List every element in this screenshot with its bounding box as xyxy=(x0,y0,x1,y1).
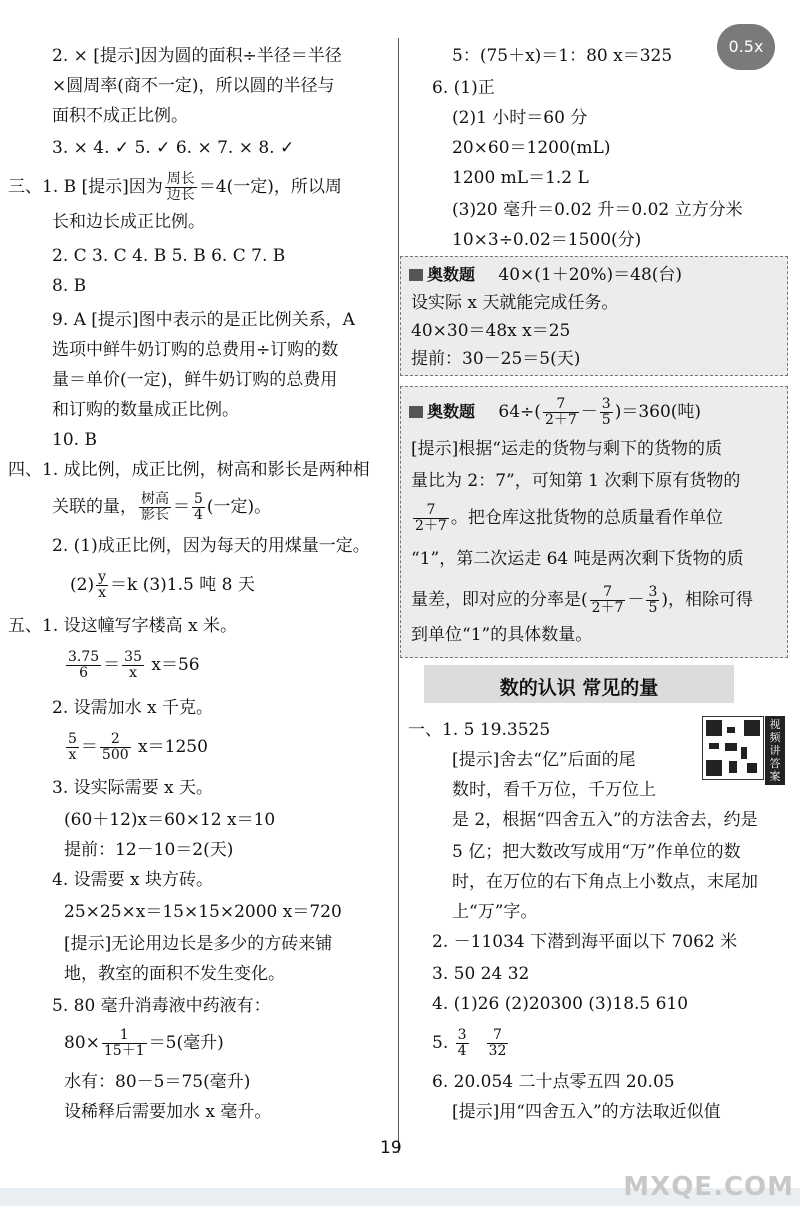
text-line: 是 2，根据“四舍五入”的方法舍去，约是 xyxy=(452,810,758,830)
text-line: 提前：12－10＝2(天) xyxy=(64,840,234,860)
text-line: 到单位“1”的具体数量。 xyxy=(411,625,593,645)
fraction: $\frac{2}{500}$ xyxy=(101,731,129,763)
text-line: 设稀释后需要加水 x 毫升。 xyxy=(64,1102,272,1122)
fraction: $\frac{5}{4}$ xyxy=(194,491,203,523)
fraction: $\frac{3.75}{6}$ xyxy=(68,649,100,681)
book-icon xyxy=(409,269,423,281)
fraction: $\frac{\text{周长}}{\text{边长}}$ xyxy=(166,171,195,203)
text-line: 量比为 2：7”，可知第 1 次剩下原有货物的 xyxy=(411,471,741,491)
text-line: (2)1 小时＝60 分 xyxy=(452,108,588,128)
answer-3: 3. 50 24 32 xyxy=(432,964,530,984)
text-line: 选项中鲜牛奶订购的总费用÷订购的数 xyxy=(52,340,339,360)
fraction: $\frac{5}{x}$ xyxy=(68,731,77,763)
hint-line: [提示]根据“运走的货物与剩下的货物的质 xyxy=(411,439,722,459)
answer-5: 5. 80 毫升消毒液中药液有： xyxy=(52,996,271,1016)
answer-2: 2. (1)成正比例，因为每天的用煤量一定。 xyxy=(52,536,370,556)
hint-line: [提示]舍去“亿”后面的尾 xyxy=(452,750,636,770)
playback-speed-badge[interactable]: 0.5x xyxy=(717,24,775,70)
answer-4: 4. (1)26 (2)20300 (3)18.5 610 xyxy=(432,994,689,1014)
section-one-q1: 一、1. 5 19.3525 xyxy=(408,720,551,740)
text-line: 水有：80－5＝75(毫升) xyxy=(64,1072,251,1092)
text-line: 长和边长成正比例。 xyxy=(52,212,205,232)
fraction: $\frac{3}{5}$ xyxy=(648,584,658,616)
section-four-q1: 四、1. 成比例，成正比例，树高和影长是两种相 xyxy=(8,460,370,480)
box-header: 奥数题 64÷( $\frac{7}{2+7}$ － $\frac{3}{5}$ )＝360(吨) xyxy=(409,397,701,428)
equation-line: 80× $\frac{1}{15+1}$ ＝5(毫升) xyxy=(64,1027,224,1059)
hint-line: [提示]无论用边长是多少的方砖来铺 xyxy=(64,934,333,954)
answer-10: 10. B xyxy=(52,430,97,450)
fraction: $\frac{3}{4}$ xyxy=(457,1027,467,1059)
text-line: 10×3÷0.02＝1500(分) xyxy=(452,230,642,250)
text-line: 5 亿；把大数改写成用“万”作单位的数 xyxy=(452,842,741,862)
box-header: 奥数题 40×(1＋20%)＝48(台) xyxy=(409,263,682,287)
hint-line: [提示]用“四舍五入”的方法取近似值 xyxy=(452,1102,721,1122)
text-line: 40×30＝48x x＝25 xyxy=(411,321,571,341)
equation-line: (60＋12)x＝60×12 x＝10 xyxy=(64,810,276,830)
page-number: 19 xyxy=(380,1138,402,1158)
section-title: 数的认识 常见的量 xyxy=(499,677,659,699)
column-divider xyxy=(398,38,399,1153)
fraction: $\frac{\text{树高}}{\text{影长}}$ xyxy=(141,491,169,523)
answer-5: 5. $\frac{3}{4}$ $\frac{7}{32}$ xyxy=(432,1027,507,1059)
text-line: ×圆周率(商不一定)，所以圆的半径与 xyxy=(52,76,335,96)
text-line: 20×60＝1200(mL) xyxy=(452,138,611,158)
answer-2: 2. × [提示]因为圆的面积÷半径＝半径 xyxy=(52,46,342,66)
formula-line: (2) $\frac{y}{x}$ ＝k (3)1.5 吨 8 天 xyxy=(70,569,255,601)
watermark: MXQE.COM xyxy=(623,1172,794,1202)
answer-6: 6. 20.054 二十点零五四 20.05 xyxy=(432,1072,675,1092)
answer-9: 9. A [提示]图中表示的是正比例关系，A xyxy=(52,310,355,330)
ratio-line: 关联的量， $\frac{\text{树高}}{\text{影长}}$ ＝ $\frac{5}{4}$ (一定)。 xyxy=(52,491,272,523)
olympiad-box-1 xyxy=(400,256,788,376)
answer-6: 6. (1)正 xyxy=(432,78,495,98)
section-banner xyxy=(424,665,734,703)
equation-line: $\frac{5}{x}$ ＝ $\frac{2}{500}$ x＝1250 xyxy=(68,731,208,763)
text-line: 上“万”字。 xyxy=(452,902,538,922)
text-line: “1”，第二次运走 64 吨是两次剩下货物的质 xyxy=(411,549,744,569)
section-five-q1: 五、1. 设这幢写字楼高 x 米。 xyxy=(8,616,238,636)
text-line: 时，在万位的右下角点上小数点，末尾加 xyxy=(452,872,758,892)
fraction: $\frac{3}{5}$ xyxy=(601,396,611,428)
qr-label: 视频讲答案 xyxy=(765,716,785,785)
text-line: 量＝单价(一定)，鲜牛奶订购的总费用 xyxy=(52,370,338,390)
fraction: $\frac{7}{32}$ xyxy=(488,1027,507,1059)
text-line: 和订购的数量成正比例。 xyxy=(52,400,239,420)
fraction: $\frac{7}{2+7}$ xyxy=(591,584,624,616)
text-line: $\frac{7}{2+7}$ 。把仓库这批货物的总质量看作单位 xyxy=(415,502,723,534)
answers-3-8: 3. × 4. ✓ 5. ✓ 6. × 7. × 8. ✓ xyxy=(52,138,295,158)
fraction: $\frac{7}{2+7}$ xyxy=(544,396,577,428)
fraction: $\frac{35}{x}$ xyxy=(124,649,142,681)
answer-2: 2. －11034 下潜到海平面以下 7062 米 xyxy=(432,932,738,952)
answer-8: 8. B xyxy=(52,276,87,296)
equation-line: 5：(75＋x)＝1：80 x＝325 xyxy=(452,46,673,66)
text-line: (3)20 毫升＝0.02 升＝0.02 立方分米 xyxy=(452,200,743,220)
equation-line: 25×25×x＝15×15×2000 x＝720 xyxy=(64,902,342,922)
text-line: 数时，看千万位，千万位上 xyxy=(452,780,656,800)
text-line: 1200 mL＝1.2 L xyxy=(452,168,589,188)
answer-2: 2. 设需加水 x 千克。 xyxy=(52,698,214,718)
text-line: 设实际 x 天就能完成任务。 xyxy=(411,293,619,313)
fraction: $\frac{7}{2+7}$ xyxy=(415,502,447,534)
section-three-q1 xyxy=(8,172,342,203)
text: 三、1. B [提示]因为 xyxy=(8,177,163,197)
text: ＝4(一定)，所以周 xyxy=(198,177,342,197)
fraction: $\frac{1}{15+1}$ xyxy=(103,1027,145,1059)
equation-line: $\frac{3.75}{6}$ ＝ $\frac{35}{x}$ x＝56 xyxy=(68,649,200,681)
qr-code[interactable] xyxy=(702,716,764,780)
answer-3: 3. 设实际需要 x 天。 xyxy=(52,778,214,798)
text-line: 量差，即对应的分率是( $\frac{7}{2+7}$ － $\frac{3}{5}$ )，相除可得 xyxy=(411,584,754,616)
text-line: 地，教室的面积不发生变化。 xyxy=(64,964,285,984)
text-line: 面积不成正比例。 xyxy=(52,106,188,126)
fraction: $\frac{y}{x}$ xyxy=(98,569,107,601)
book-icon xyxy=(409,406,423,418)
answers-2-7: 2. C 3. C 4. B 5. B 6. C 7. B xyxy=(52,246,286,266)
answer-4: 4. 设需要 x 块方砖。 xyxy=(52,870,214,890)
text-line: 提前：30－25＝5(天) xyxy=(411,349,581,369)
olympiad-box-2 xyxy=(400,386,788,658)
